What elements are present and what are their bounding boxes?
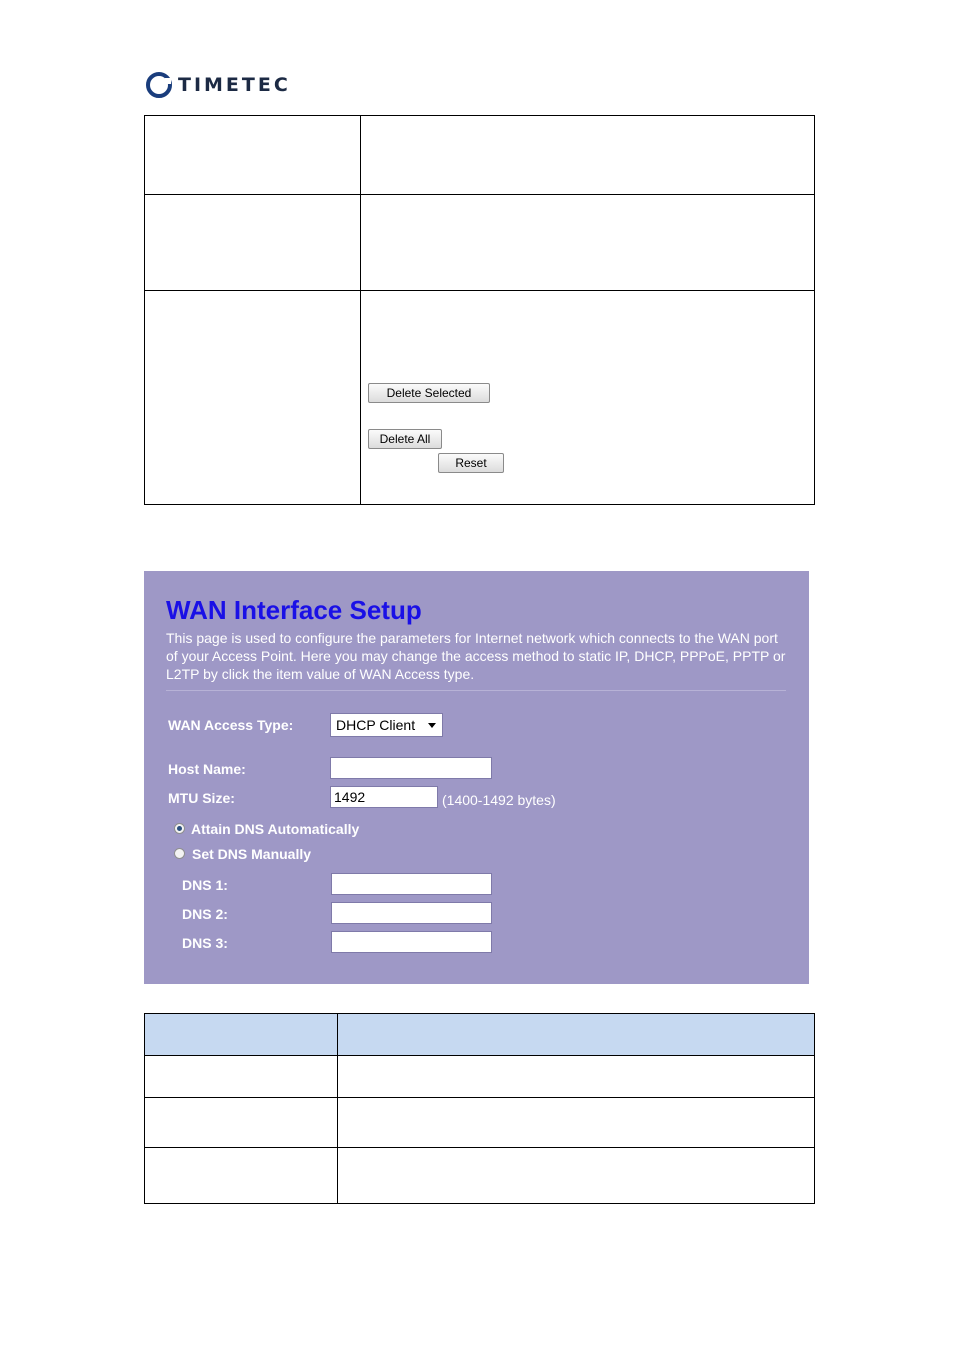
table-header-cell — [145, 1014, 338, 1056]
table-cell — [145, 1056, 338, 1098]
divider — [166, 690, 786, 691]
table-cell — [338, 1148, 815, 1204]
table-cell — [338, 1056, 815, 1098]
table-cell — [361, 116, 815, 195]
table-row — [145, 195, 815, 291]
mtu-size-input[interactable]: 1492 — [330, 786, 438, 808]
attain-dns-auto-radio[interactable] — [174, 823, 185, 834]
dns3-label: DNS 3: — [182, 935, 228, 951]
table-row — [145, 1056, 815, 1098]
table-cell — [338, 1098, 815, 1148]
wan-access-type-value: DHCP Client — [336, 717, 416, 733]
table-header-row — [145, 1014, 815, 1056]
timetec-logo — [146, 70, 291, 100]
logo-text: TIMETEC — [178, 74, 291, 96]
table-cell — [145, 291, 361, 505]
host-name-label: Host Name: — [168, 761, 246, 777]
attain-dns-auto-label: Attain DNS Automatically — [191, 821, 360, 837]
table-cell — [145, 116, 361, 195]
table-cell — [145, 1098, 338, 1148]
page-title: WAN Interface Setup — [166, 595, 422, 625]
dns1-label: DNS 1: — [182, 877, 228, 893]
set-dns-manual-label: Set DNS Manually — [192, 846, 312, 862]
dns1-input[interactable] — [331, 873, 492, 895]
table-cell — [145, 1148, 338, 1204]
mtu-size-hint: (1400-1492 bytes) — [442, 792, 556, 808]
reset-button[interactable]: Reset — [438, 453, 504, 473]
dns2-input[interactable] — [331, 902, 492, 924]
page-description: This page is used to configure the parameters for Internet network which connects to the WAN port of your Access Point. Here you may change the access method to static IP, DHCP, PPPoE, PPTP or L2TP by click the item value of WAN Access type. — [166, 630, 786, 682]
table-cell — [361, 195, 815, 291]
wan-access-type-select[interactable] — [330, 713, 443, 737]
wan-interface-setup-panel — [144, 571, 809, 984]
table-row — [145, 1098, 815, 1148]
delete-all-button[interactable]: Delete All — [368, 429, 442, 449]
chevron-down-icon — [428, 723, 436, 728]
delete-selected-button[interactable]: Delete Selected — [368, 383, 490, 403]
set-dns-manual-radio[interactable] — [174, 848, 185, 859]
logo-circle-icon — [146, 72, 172, 98]
dns3-input[interactable] — [331, 931, 492, 953]
table-cell — [145, 195, 361, 291]
wan-parameter-table — [144, 1013, 815, 1204]
wan-access-type-label: WAN Access Type: — [168, 717, 294, 733]
dns2-label: DNS 2: — [182, 906, 228, 922]
table-row — [145, 116, 815, 195]
parameter-table — [144, 115, 815, 505]
table-row — [145, 1148, 815, 1204]
mtu-size-label: MTU Size: — [168, 790, 235, 806]
table-header-cell — [338, 1014, 815, 1056]
host-name-input[interactable] — [330, 757, 492, 779]
